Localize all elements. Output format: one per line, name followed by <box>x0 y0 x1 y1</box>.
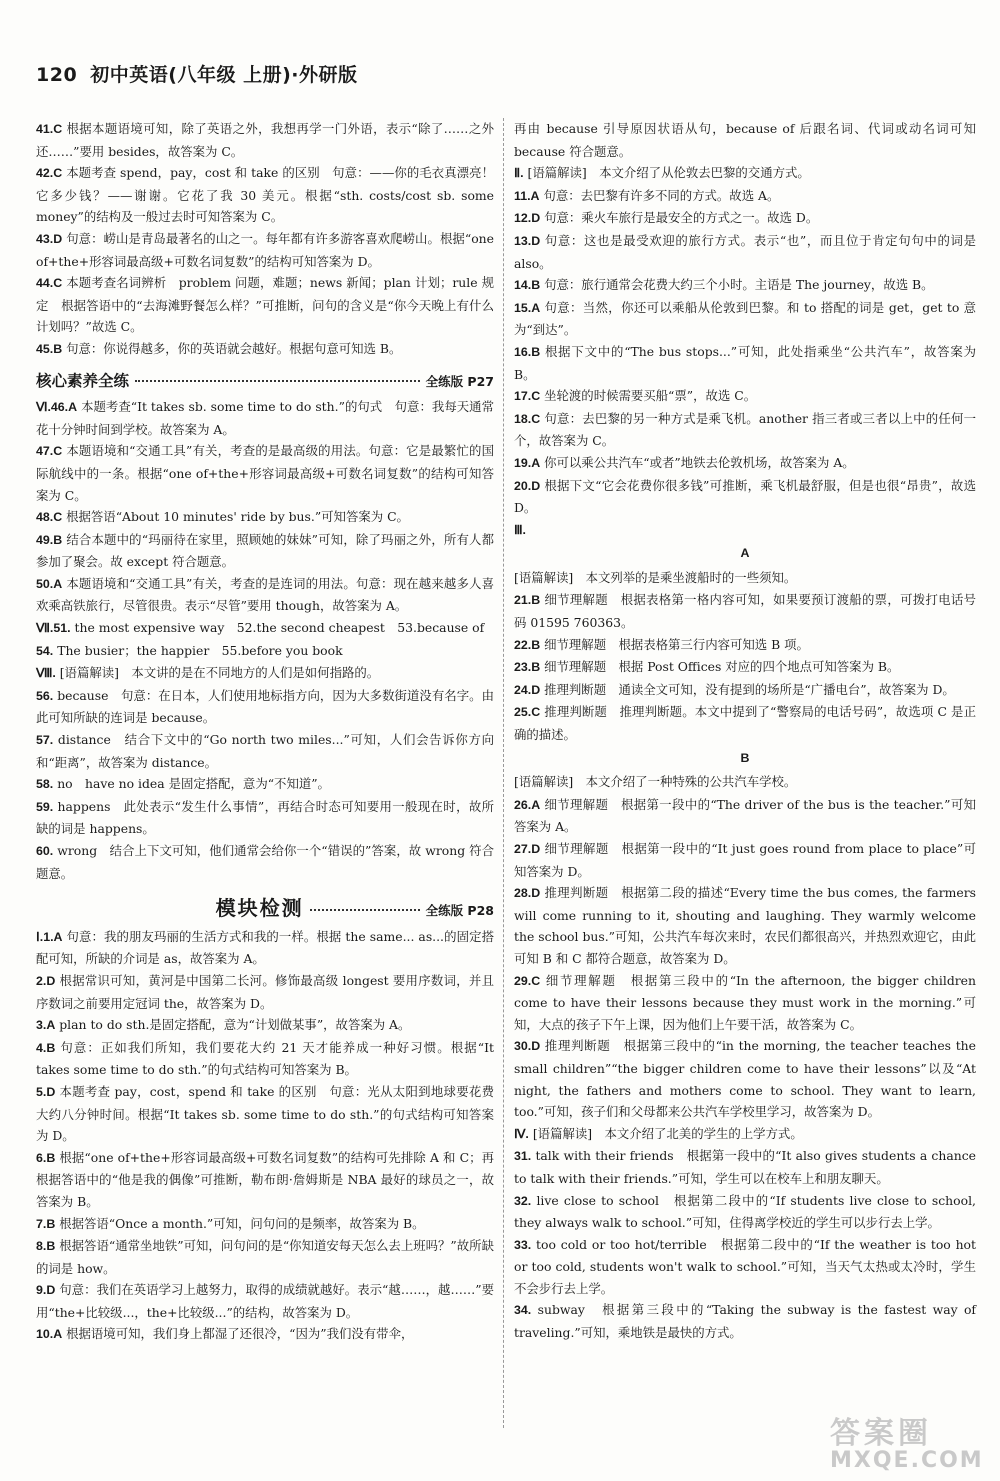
answer-number: 5.D <box>36 1084 56 1099</box>
answer-explanation: 句意：你说得越多，你的英语就会越好。根据句意可知选 B。 <box>66 340 402 356</box>
answer-explanation: 根据答语“About 10 minutes' ride by bus.”可知答案为 C。 <box>66 509 409 525</box>
answer-explanation: plan to do sth.是固定搭配，意为“计划做某事”，故答案为 A。 <box>59 1017 411 1033</box>
answer-item <box>36 662 494 685</box>
answer-explanation: live close to school 根据第二段中的“If students live close to school, they always walk to school.”可知，住得离学校近的学生可以步行去上学。 <box>514 1192 976 1231</box>
answer-number: Ⅰ.1.A <box>36 929 63 944</box>
answer-number: Ⅶ.51. <box>36 621 71 636</box>
answer-number: 48.C <box>36 510 63 525</box>
answer-explanation: 本题考查 spend，pay，cost 和 take 的区别 句意：——你的毛衣真漂亮！它多少钱？——谢谢。它花了我 30 美元。根据“sth. costs/cost sb. some money”的结构及一般过去时可知答案为 C。 <box>36 165 494 225</box>
answer-number: 41.C <box>36 122 63 136</box>
answer-item <box>36 729 494 773</box>
answer-number: 28.D <box>514 886 541 901</box>
watermark-logo <box>830 1408 990 1474</box>
answer-explanation: [语篇解读] 本文介绍了一种特殊的公共汽车学校。 <box>514 774 797 790</box>
answer-number: 21.B <box>514 593 541 608</box>
answer-number: 44.C <box>36 276 63 291</box>
answer-item <box>514 679 976 702</box>
column-divider <box>503 118 504 1428</box>
answer-explanation: 推理判断题 根据第二段的描述“Every time the bus comes, the farmers will come running to it, shouting and laughing. They warmly welcome the school bus.”可知，公共汽车每次来时，农民们都很高兴，并热烈欢迎它，由此可知 B 和 C 都符合题意，故答案为 D。 <box>514 885 976 966</box>
answer-item <box>36 272 494 338</box>
answer-explanation: 句意：去巴黎的另一种方式是乘飞机。another 指三者或三者以上中的任何一个，故答案为 C。 <box>514 410 976 449</box>
answer-item <box>36 338 494 361</box>
answer-explanation: 句意：这也是最受欢迎的旅行方式。表示“也”，而且位于肯定句句中的词是 also。 <box>514 232 976 271</box>
answer-item <box>36 926 494 970</box>
answer-explanation: 句意：我的朋友玛丽的生活方式和我的一样。根据 the same... as...的固定搭配可知，所缺的介词是 as，故答案为 A。 <box>36 928 494 967</box>
answer-item <box>36 617 494 640</box>
answer-item <box>514 408 976 452</box>
answer-item <box>36 228 494 272</box>
page-header <box>36 60 358 87</box>
watermark-text: 答案圈 <box>830 1416 932 1451</box>
answer-item <box>514 1299 976 1343</box>
answer-item <box>36 573 494 617</box>
answer-item <box>514 475 976 519</box>
section-page-ref: 全练版 P27 <box>425 373 494 389</box>
answer-explanation: [语篇解读] 本文讲的是在不同地方的人们是如何指路的。 <box>59 665 380 681</box>
answer-number: 2.D <box>36 973 56 988</box>
answer-item <box>514 970 976 1036</box>
answer-number: 26.A <box>514 797 541 812</box>
answer-explanation: 推理判断题 通读全文可知，没有提到的场所是“广播电台”，故答案为 D。 <box>544 681 955 697</box>
watermark-domain: MXQE.COM <box>830 1448 984 1473</box>
answer-number: 34. <box>514 1303 532 1318</box>
book-title: 初中英语(八年级 上册)·外研版 <box>90 64 358 86</box>
answer-explanation: 细节理解题 根据表格第一格内容可知，如果要预订渡船的票，可拨打电话号码 01595 760363。 <box>514 592 976 631</box>
answer-number: 49.B <box>36 532 63 547</box>
answer-explanation: the most expensive way 52.the second cheapest 53.because of <box>74 620 485 636</box>
answer-explanation: 句意：乘火车旅行是最安全的方式之一。故选 D。 <box>544 210 819 226</box>
answer-explanation: happens 此处表示“发生什么事情”，再结合时态可知要用一般现在时，故所缺的词是 happens。 <box>36 798 494 837</box>
answer-item <box>514 838 976 882</box>
answer-explanation: 你可以乘公共汽车“或者”地铁去伦敦机场，故答案为 A。 <box>544 454 855 470</box>
answer-item <box>36 640 494 663</box>
answer-explanation: 细节理解题 根据第一段中的“The driver of the bus is the teacher.”可知答案为 A。 <box>514 796 976 835</box>
answer-number: 47.C <box>36 444 63 459</box>
answer-explanation: 句意：旅行通常会花费大约三个小时。主语是 The journey，故选 B。 <box>544 277 934 293</box>
answer-number: Ⅱ. <box>514 166 524 181</box>
answer-item <box>514 656 976 679</box>
answer-explanation: no have no idea 是固定搭配，意为“不知道”。 <box>57 776 330 792</box>
answer-item <box>36 1323 494 1346</box>
answer-number: Ⅲ. <box>514 522 526 537</box>
answer-explanation: 根据“one of+the+形容词最高级+可数名词复数”的结构可先排除 A 和 C；再根据答语中的“他是我的偶像”可推断，勒布朗·詹姆斯是 NBA 最好的球员之一，故答案为 B。 <box>36 1149 494 1209</box>
answer-explanation: 坐轮渡的时候需要买船“票”，故选 C。 <box>544 388 757 404</box>
answer-number: 29.C <box>514 973 541 988</box>
passage-label: A <box>740 546 750 561</box>
answer-item <box>36 1147 494 1213</box>
answer-item <box>514 207 976 230</box>
answer-explanation: 根据下文中的“The bus stops...”可知，此处指乘坐“公共汽车”，故答案为 B。 <box>514 343 976 382</box>
answer-number: 25.C <box>514 705 541 720</box>
answer-item <box>36 440 494 506</box>
answer-number: 16.B <box>514 344 541 359</box>
answer-item <box>36 162 494 228</box>
answer-item <box>514 634 976 657</box>
answer-explanation: 句意：崂山是青岛最著名的山之一。每年都有许多游客喜欢爬崂山。根据“one of+the+形容词最高级+可数名词复数”的结构可知答案为 D。 <box>36 230 494 269</box>
answer-number: 3.A <box>36 1018 56 1033</box>
passage-label: B <box>740 750 750 765</box>
answer-explanation: 根据语境可知，我们身上都湿了还很冷，“因为”我们没有带伞， <box>66 1326 414 1342</box>
answer-item <box>514 341 976 385</box>
section-title: 模块检测 <box>215 896 304 921</box>
answer-explanation: [语篇解读] 本文介绍了从伦敦去巴黎的交通方式。 <box>527 165 810 181</box>
answer-item <box>514 1123 976 1146</box>
answer-item <box>514 567 976 590</box>
answer-number: 43.D <box>36 231 63 246</box>
answer-number: 18.C <box>514 411 541 426</box>
answer-item <box>36 1279 494 1323</box>
answer-explanation: 根据答语“通常坐地铁”可知，问句问的是“你知道安每天怎么去上班吗？”故所缺的词是 how。 <box>36 1238 494 1276</box>
answer-explanation: 细节理解题 根据表格第三行内容可知选 B 项。 <box>544 636 809 652</box>
answer-item <box>514 519 976 542</box>
answer-explanation: 根据本题语境可知，除了英语之外，我想再学一门外语，表示“除了……之外还……”要用 besides，故答案为 C。 <box>36 121 494 159</box>
answer-item <box>36 773 494 796</box>
answer-number: 8.B <box>36 1239 56 1254</box>
answer-explanation: 句意：去巴黎有许多不同的方式。故选 A。 <box>543 187 780 203</box>
answer-explanation: 句意：我们在英语学习上越努力，取得的成绩就越好。表示“越……，越……”要用“the+比较级...，the+比较级...”的结构，故答案为 D。 <box>36 1282 494 1320</box>
answer-item <box>36 840 494 884</box>
section-heading <box>36 371 494 393</box>
answer-item <box>36 796 494 840</box>
answer-number: 23.B <box>514 660 541 675</box>
answer-number: 9.D <box>36 1283 56 1298</box>
answer-number: 12.D <box>514 211 541 226</box>
answer-number: 45.B <box>36 341 63 356</box>
answer-item <box>36 529 494 573</box>
answer-item <box>514 1234 976 1300</box>
answer-explanation: distance 结合下文中的“Go north two miles...”可知，人们会告诉你方向和“距离”，故答案为 distance。 <box>36 732 494 770</box>
answer-explanation: wrong 结合上下文可知，他们通常会给你一个“错误的”答案，故 wrong 符合题意。 <box>36 843 494 881</box>
answer-number: 33. <box>514 1237 532 1252</box>
answer-number: 50.A <box>36 576 63 591</box>
answer-number: 31. <box>514 1149 532 1164</box>
answer-number: 56. <box>36 688 54 703</box>
answer-item <box>36 1235 494 1279</box>
answer-item <box>514 1035 976 1122</box>
left-column <box>36 118 494 1346</box>
answer-explanation: 根据下文“它会花费你很多钱”可推断，乘飞机最舒服，但是也很“昂贵”，故选 D。 <box>514 477 976 516</box>
answer-number: 32. <box>514 1193 532 1208</box>
answer-explanation: 本题考查“It takes sb. some time to do sth.”的句式 句意：我每天通常花十分钟时间到学校。故答案为 A。 <box>36 399 494 437</box>
answer-item <box>514 701 976 745</box>
answer-explanation: [语篇解读] 本文介绍了北美的学生的上学方式。 <box>532 1125 803 1141</box>
answer-explanation: 推理判断题 根据第三段中的“in the morning, the teacher teaches the small children”“the bigger children come to have their lessons”以及“At night, the fathers and mothers come to school. They want to learn, too.”可知，孩子们和父母都来公共汽车学校里学习，故答案为 D。 <box>514 1038 976 1120</box>
answer-number: 27.D <box>514 842 541 856</box>
answer-explanation: The busier；the happier 55.before you book <box>57 642 343 658</box>
answer-number: 13.D <box>514 233 541 248</box>
section-page-ref: 全练版 P28 <box>425 903 494 919</box>
answer-explanation: 细节理解题 根据 Post Offices 对应的四个地点可知答案为 B。 <box>544 659 900 675</box>
answer-explanation: talk with their friends 根据第一段中的“It also gives students a chance to talk with their friends.”可知，学生可以在校车上和朋友聊天。 <box>514 1148 976 1186</box>
answer-item <box>514 185 976 208</box>
answer-item <box>36 118 494 162</box>
answer-item <box>514 1145 976 1189</box>
answer-explanation: 再由 because 引导原因状语从句，because of 后跟名词、代词或动名词可知 because 符合题意。 <box>514 121 976 159</box>
answer-number: 57. <box>36 733 54 748</box>
answer-explanation: [语篇解读] 本文列举的是乘坐渡船时的一些须知。 <box>514 569 797 585</box>
answer-explanation: 本题语境和“交通工具”有关，考查的是最高级的用法。句意：它是最繁忙的国际航线中的一条。根据“one of+the+形容词最高级+可数名词复数”的结构可知答案为 C。 <box>36 443 494 503</box>
answer-item <box>514 771 976 794</box>
answer-item <box>36 1037 494 1081</box>
answer-explanation: too cold or too hot/terrible 根据第二段中的“If the weather is too hot or too cold, students won't walk to school.”可知，当天气太热或太冷时，学生不会步行去上学。 <box>514 1236 976 1296</box>
answer-explanation: 根据答语“Once a month.”可知，问句问的是频率，故答案为 B。 <box>59 1215 425 1231</box>
answer-number: 11.A <box>514 188 540 203</box>
answer-number: 30.D <box>514 1039 541 1054</box>
section-heading <box>36 898 494 922</box>
answer-item <box>514 274 976 297</box>
answer-item <box>36 396 494 440</box>
answer-item <box>36 1014 494 1037</box>
answer-item <box>514 118 976 162</box>
answer-item <box>36 1081 494 1147</box>
answer-item <box>36 970 494 1014</box>
answer-explanation: 根据常识可知，黄河是中国第二长河。修饰最高级 longest 要用序数词，并且序数词之前要用定冠词 the，故答案为 D。 <box>36 972 494 1011</box>
section-title: 核心素养全练 <box>36 371 130 390</box>
answer-number: 54. <box>36 643 54 658</box>
answer-number: 58. <box>36 777 54 792</box>
answer-explanation: 细节理解题 根据第三段中的“In the afternoon, the bigger children come to have their lessons because they must work in the morning.”可知，大点的孩子下午上课，因为他们上午要干活，故答案为 C。 <box>514 972 976 1032</box>
answer-explanation: 本题考查 pay，cost，spend 和 take 的区别 句意：光从太阳到地球要花费大约八分钟时间。根据“It takes sb. some time to do sth.”的句式结构可知答案为 D。 <box>36 1083 494 1144</box>
answer-number: Ⅳ. <box>514 1126 529 1141</box>
right-column <box>514 118 976 1344</box>
answer-item <box>514 1190 976 1234</box>
answer-item <box>514 794 976 838</box>
answer-item <box>514 589 976 633</box>
answer-explanation: subway 根据第三段中的“Taking the subway is the fastest way of traveling.”可知，乘地铁是最快的方式。 <box>514 1302 976 1341</box>
answer-item <box>514 297 976 341</box>
answer-number: 6.B <box>36 1150 56 1165</box>
answer-explanation: 本题语境和“交通工具”有关，考查的是连词的用法。句意：现在越来越多人喜欢乘高铁旅行，尽管很贵。表示“尽管”要用 though，故答案为 A。 <box>36 575 494 614</box>
answer-explanation: 本题考查名词辨析 problem 问题，难题；news 新闻；plan 计划；rule 规定 根据答语中的“去海滩野餐怎么样？”可推断，问句的含义是“你今天晚上有什么计划吗？”故选 C。 <box>36 275 494 335</box>
answer-item <box>514 230 976 274</box>
answer-number: 59. <box>36 799 54 814</box>
answer-item <box>514 385 976 408</box>
answer-number: 60. <box>36 844 54 858</box>
answer-number: 15.A <box>514 300 541 315</box>
page-number: 120 <box>36 64 78 86</box>
answer-explanation: 推理判断题 推理判断题。本文中提到了“警察局的电话号码”，故选项 C 是正确的描述。 <box>514 704 976 743</box>
answer-explanation: 细节理解题 根据第一段中的“It just goes round from place to place”可知答案为 D。 <box>514 841 976 879</box>
answer-item <box>514 882 976 969</box>
answer-item <box>36 506 494 529</box>
answer-number: 17.C <box>514 389 541 404</box>
answer-explanation: 结合本题中的“玛丽待在家里，照顾她的妹妹”可知，除了玛丽之外，所有人都参加了聚会。故 except 符合题意。 <box>36 531 494 570</box>
answer-number: Ⅵ.46.A <box>36 400 78 415</box>
answer-explanation: because 句意：在日本，人们使用地标指方向，因为大多数街道没有名字。由此可知所缺的连词是 because。 <box>36 687 494 726</box>
answer-item <box>36 1213 494 1236</box>
answer-number: 19.A <box>514 455 541 470</box>
answer-number: Ⅷ. <box>36 666 56 681</box>
answer-item <box>514 162 976 185</box>
answer-explanation: 句意：正如我们所知，我们要花大约 21 天才能养成一种好习惯。根据“It takes some time to do sth.”的句式结构可知答案为 B。 <box>36 1039 494 1078</box>
answer-number: 20.D <box>514 478 541 493</box>
answer-item <box>514 452 976 475</box>
answer-number: 7.B <box>36 1216 56 1231</box>
answer-number: 10.A <box>36 1327 63 1342</box>
answer-number: 14.B <box>514 278 541 293</box>
answer-number: 4.B <box>36 1040 56 1055</box>
answer-item <box>36 685 494 729</box>
answer-number: 22.B <box>514 637 541 652</box>
answer-number: 24.D <box>514 682 541 697</box>
answer-explanation: 句意：当然，你还可以乘船从伦敦到巴黎。和 to 搭配的词是 get，get to 意为“到达”。 <box>514 299 976 338</box>
dotted-leader <box>310 909 420 911</box>
dotted-leader <box>135 380 420 382</box>
answer-number: 42.C <box>36 166 63 181</box>
